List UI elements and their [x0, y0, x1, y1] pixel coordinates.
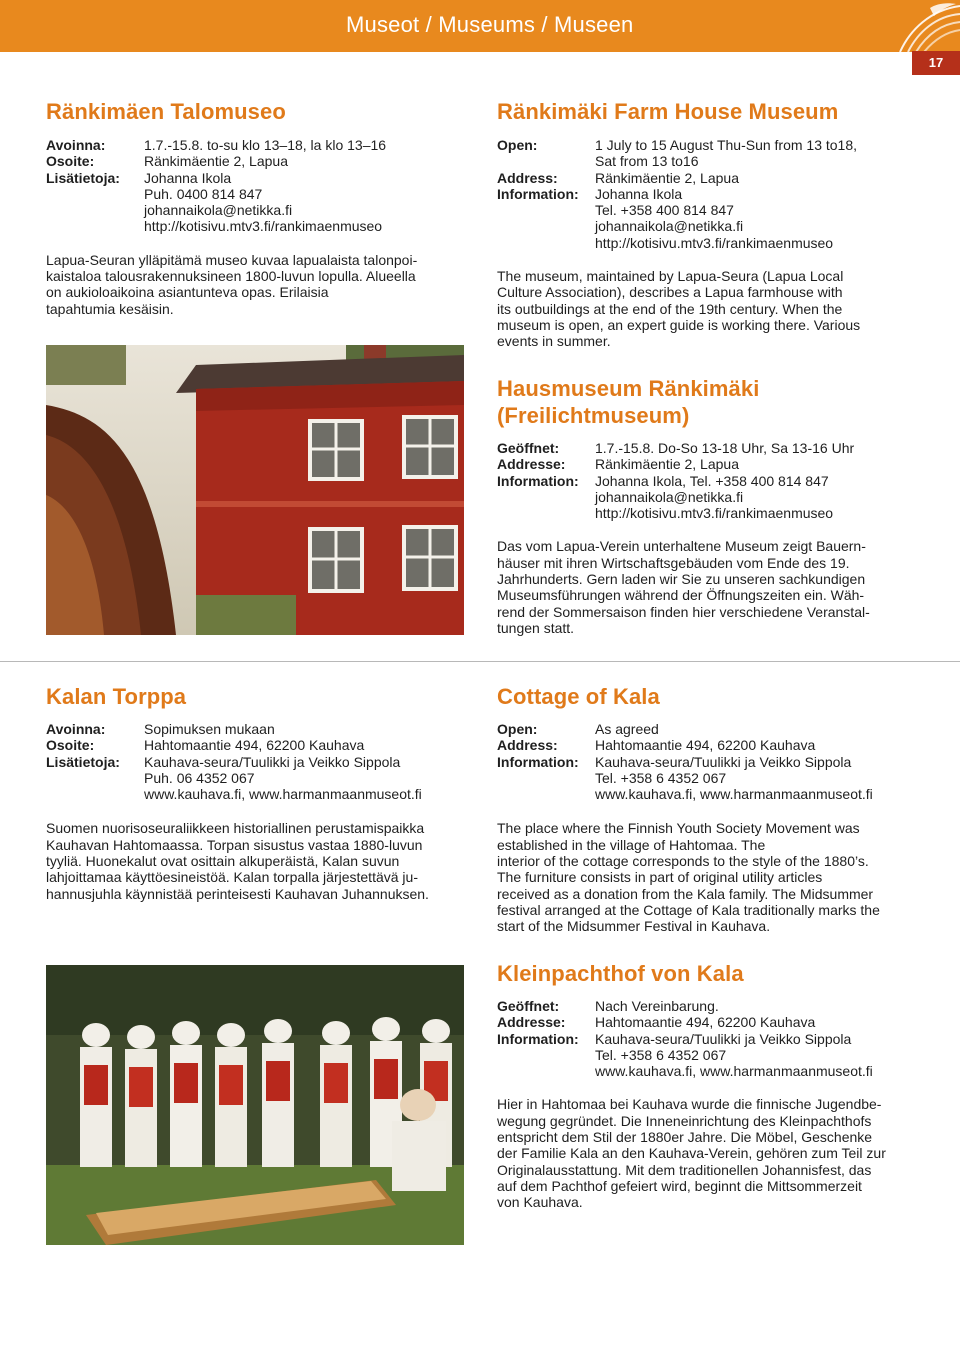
description-line: The museum, maintained by Lapua-Seura (Lapua Local — [497, 268, 844, 285]
info-value: 1.7.-15.8. to-su klo 13–18, la klo 13–16 — [144, 137, 387, 153]
section-title — [497, 375, 937, 429]
info-email: johannaikola@netikka.fi — [595, 488, 744, 505]
info-label: Address: — [497, 737, 558, 754]
red-farmhouse-photo — [46, 345, 464, 635]
info-url: http://kotisivu.mtv3.fi/rankimaenmuseo — [595, 234, 834, 251]
description-line: hannusjuhla käynnistää perinteisesti Kauhavan Juhannuksen. — [46, 885, 429, 902]
description-line: start of the Midsummer Festival in Kauhava. — [497, 918, 771, 935]
description — [497, 268, 937, 349]
info-row-address — [497, 170, 937, 186]
info-list — [497, 998, 937, 1079]
description-line: rend der Sommersaison finden hier verschiedene Veranstal- — [497, 603, 870, 620]
info-label: Information: — [497, 1030, 579, 1047]
info-value: Kauhava-seura/Tuulikki ja Veikko Sippola — [144, 753, 401, 770]
section-kala-de — [497, 960, 937, 1211]
section-title-line: Hausmuseum Ränkimäki — [497, 376, 760, 401]
info-value: Hahtomaantie 494, 62200 Kauhava — [144, 737, 365, 754]
info-list — [46, 721, 476, 802]
section-title: Kalan Torppa — [46, 684, 187, 709]
info-value: Ränkimäentie 2, Lapua — [595, 169, 739, 186]
info-url: www.kauhava.fi, www.harmanmaanmuseot.fi — [595, 786, 873, 803]
info-label: Avoinna: — [46, 137, 106, 153]
info-label: Information: — [497, 185, 579, 202]
description-line: events in summer. — [497, 333, 611, 350]
info-row-open — [497, 440, 937, 456]
info-value: 1 July to 15 August Thu-Sun from 13 to18, — [595, 137, 858, 153]
description-line: häuser mit ihren Wirtschaftsgebäuden vom Ende des 19. — [497, 554, 850, 571]
description-line: lahjoittamaa käyttöesineistöä. Kalan torpalla järjestettävä ju- — [46, 869, 418, 886]
info-label: Open: — [497, 721, 538, 737]
description-line: its outbuildings at the end of the 19th century. When the — [497, 300, 843, 317]
description-line: der Familie Kala an den Kauhava-Verein, gehören zum Teil zur — [497, 1145, 886, 1162]
info-label: Addresse: — [497, 1014, 566, 1031]
info-row-open — [46, 721, 476, 737]
info-label: Lisätietoja: — [46, 753, 120, 770]
info-row-information — [497, 473, 937, 522]
info-label: Osoite: — [46, 153, 95, 170]
info-row-information — [497, 186, 937, 251]
info-list — [46, 137, 466, 235]
info-row-open — [497, 721, 937, 737]
info-value: Kauhava-seura/Tuulikki ja Veikko Sippola — [595, 753, 852, 770]
info-label: Addresse: — [497, 456, 566, 473]
info-label: Open: — [497, 137, 538, 153]
description-line: museum is open, an expert guide is working there. Various — [497, 316, 861, 333]
info-url: http://kotisivu.mtv3.fi/rankimaenmuseo — [595, 505, 834, 522]
info-value: Johanna Ikola — [144, 169, 232, 186]
info-list — [497, 137, 937, 251]
description-line: Lapua-Seuran ylläpitämä museo kuvaa lapualaista talonpoi- — [46, 251, 418, 268]
section-rankimaki-de — [497, 375, 937, 636]
info-label: Geöffnet: — [497, 998, 560, 1014]
description — [497, 1096, 937, 1210]
description-line: Hier in Hahtomaa bei Kauhava wurde die finnische Jugendbe- — [497, 1096, 882, 1113]
info-label: Information: — [497, 753, 579, 770]
info-label: Lisätietoja: — [46, 169, 120, 186]
info-value: 1.7.-15.8. Do-So 13-18 Uhr, Sa 13-16 Uhr — [595, 440, 855, 456]
info-url: www.kauhava.fi, www.harmanmaanmuseot.fi — [144, 786, 422, 803]
info-value: Johanna Ikola, Tel. +358 400 814 847 — [595, 472, 829, 489]
section-title: Cottage of Kala — [497, 684, 660, 709]
info-value: Puh. 06 4352 067 — [144, 769, 255, 786]
info-row-address — [497, 1014, 937, 1030]
description-line: festival arranged at the Cottage of Kala traditionally marks the — [497, 901, 880, 918]
info-value: Tel. +358 6 4352 067 — [595, 769, 727, 786]
info-email: johannaikola@netikka.fi — [144, 202, 293, 219]
description-line: on aukioloaikoina asiantunteva opas. Erilaisia — [46, 284, 329, 301]
description-line: kaistaloa talousrakennuksineen 1800-luvun lopulla. Alueella — [46, 268, 416, 285]
section-title: Ränkimäki Farm House Museum — [497, 99, 839, 124]
info-value: Hahtomaantie 494, 62200 Kauhava — [595, 737, 816, 754]
info-row-open — [46, 137, 466, 153]
description — [46, 820, 476, 901]
description-line: entspricht dem Stil der 1880er Jahre. Die Möbel, Geschenke — [497, 1129, 873, 1146]
description-line: auf dem Pachthof gefeiert wird, beginnt die Mittsommerzeit — [497, 1177, 862, 1194]
description-line: The furniture consists in part of original utility articles — [497, 869, 823, 886]
description-line: interior of the cottage corresponds to the style of the 1880’s. — [497, 853, 869, 870]
description-line: tungen statt. — [497, 619, 575, 636]
info-value: Sopimuksen mukaan — [144, 721, 275, 737]
swirl-logo-icon — [890, 0, 960, 52]
section-kala-fi — [46, 683, 476, 902]
section-title: Ränkimäen Talomuseo — [46, 99, 286, 124]
info-value: Tel. +358 400 814 847 — [595, 202, 734, 219]
info-email: johannaikola@netikka.fi — [595, 218, 744, 235]
description-line: The place where the Finnish Youth Society Movement was — [497, 820, 860, 837]
info-label: Geöffnet: — [497, 440, 560, 456]
info-url: www.kauhava.fi, www.harmanmaanmuseot.fi — [595, 1063, 873, 1080]
info-row-open — [497, 137, 937, 170]
page-header — [0, 0, 960, 52]
description-line: wegung gegründet. Die Inneneinrichtung des Kleinpachthofs — [497, 1112, 872, 1129]
info-value: Sat from 13 to16 — [595, 153, 699, 170]
description-line: von Kauhava. — [497, 1194, 583, 1211]
info-label: Address: — [497, 169, 558, 186]
info-label: Avoinna: — [46, 721, 106, 737]
page-number-badge: 17 — [912, 51, 960, 75]
info-row-information — [497, 1031, 937, 1080]
info-value: Hahtomaantie 494, 62200 Kauhava — [595, 1014, 816, 1031]
info-row-address — [46, 153, 466, 169]
section-title-line: (Freilichtmuseum) — [497, 403, 690, 428]
choir-kantele-photo — [46, 965, 464, 1245]
section-rankimaki-en — [497, 98, 937, 350]
description-line: Suomen nuorisoseuraliikkeen historiallinen perustamispaikka — [46, 820, 425, 837]
description-line: Jahrhunderts. Gern laden wir Sie zu unseren sachkundigen — [497, 571, 866, 588]
description-line: received as a donation from the Kala family. The Midsummer — [497, 885, 874, 902]
info-value: Ränkimäentie 2, Lapua — [595, 456, 739, 473]
description-line: established in the village of Hahtomaa. The — [497, 836, 766, 853]
description — [46, 252, 466, 317]
description — [497, 538, 937, 636]
description-line: Das vom Lapua-Verein unterhaltene Museum zeigt Bauern- — [497, 538, 866, 555]
info-list — [497, 440, 937, 521]
section-rankimaki-fi — [46, 98, 466, 317]
info-value: Ränkimäentie 2, Lapua — [144, 153, 288, 170]
info-row-address — [46, 737, 476, 753]
info-row-information — [46, 754, 476, 803]
info-url: http://kotisivu.mtv3.fi/rankimaenmuseo — [144, 218, 383, 235]
description-line: tyyliä. Huonekalut ovat osittain alkuperäistä, Kalan suvun — [46, 853, 400, 870]
info-row-information — [46, 170, 466, 235]
section-divider — [0, 661, 960, 662]
info-row-address — [497, 456, 937, 472]
description-line: Originalausstattung. Mit dem traditionellen Johannisfest, das — [497, 1161, 872, 1178]
description-line: Culture Association), describes a Lapua farmhouse with — [497, 284, 843, 301]
info-value: Kauhava-seura/Tuulikki ja Veikko Sippola — [595, 1030, 852, 1047]
info-row-address — [497, 737, 937, 753]
info-list — [497, 721, 937, 802]
info-label: Osoite: — [46, 737, 95, 754]
description-line: Kauhavan Hahtomaassa. Torpan sisustus vastaa 1880-luvun — [46, 836, 423, 853]
info-row-information — [497, 754, 937, 803]
info-label: Information: — [497, 472, 579, 489]
section-title: Kleinpachthof von Kala — [497, 961, 744, 986]
info-row-open — [497, 998, 937, 1014]
info-value: Puh. 0400 814 847 — [144, 185, 263, 202]
description-line: Museumsführungen während der Öffnungszeiten ein. Wäh- — [497, 587, 865, 604]
info-value: Nach Vereinbarung. — [595, 998, 719, 1014]
section-kala-en — [497, 683, 937, 935]
description-line: tapahtumia kesäisin. — [46, 300, 174, 317]
info-value: As agreed — [595, 721, 659, 737]
info-value: Tel. +358 6 4352 067 — [595, 1046, 727, 1063]
description — [497, 820, 937, 934]
header-title: Museot / Museums / Museen — [346, 12, 634, 37]
info-value: Johanna Ikola — [595, 185, 683, 202]
